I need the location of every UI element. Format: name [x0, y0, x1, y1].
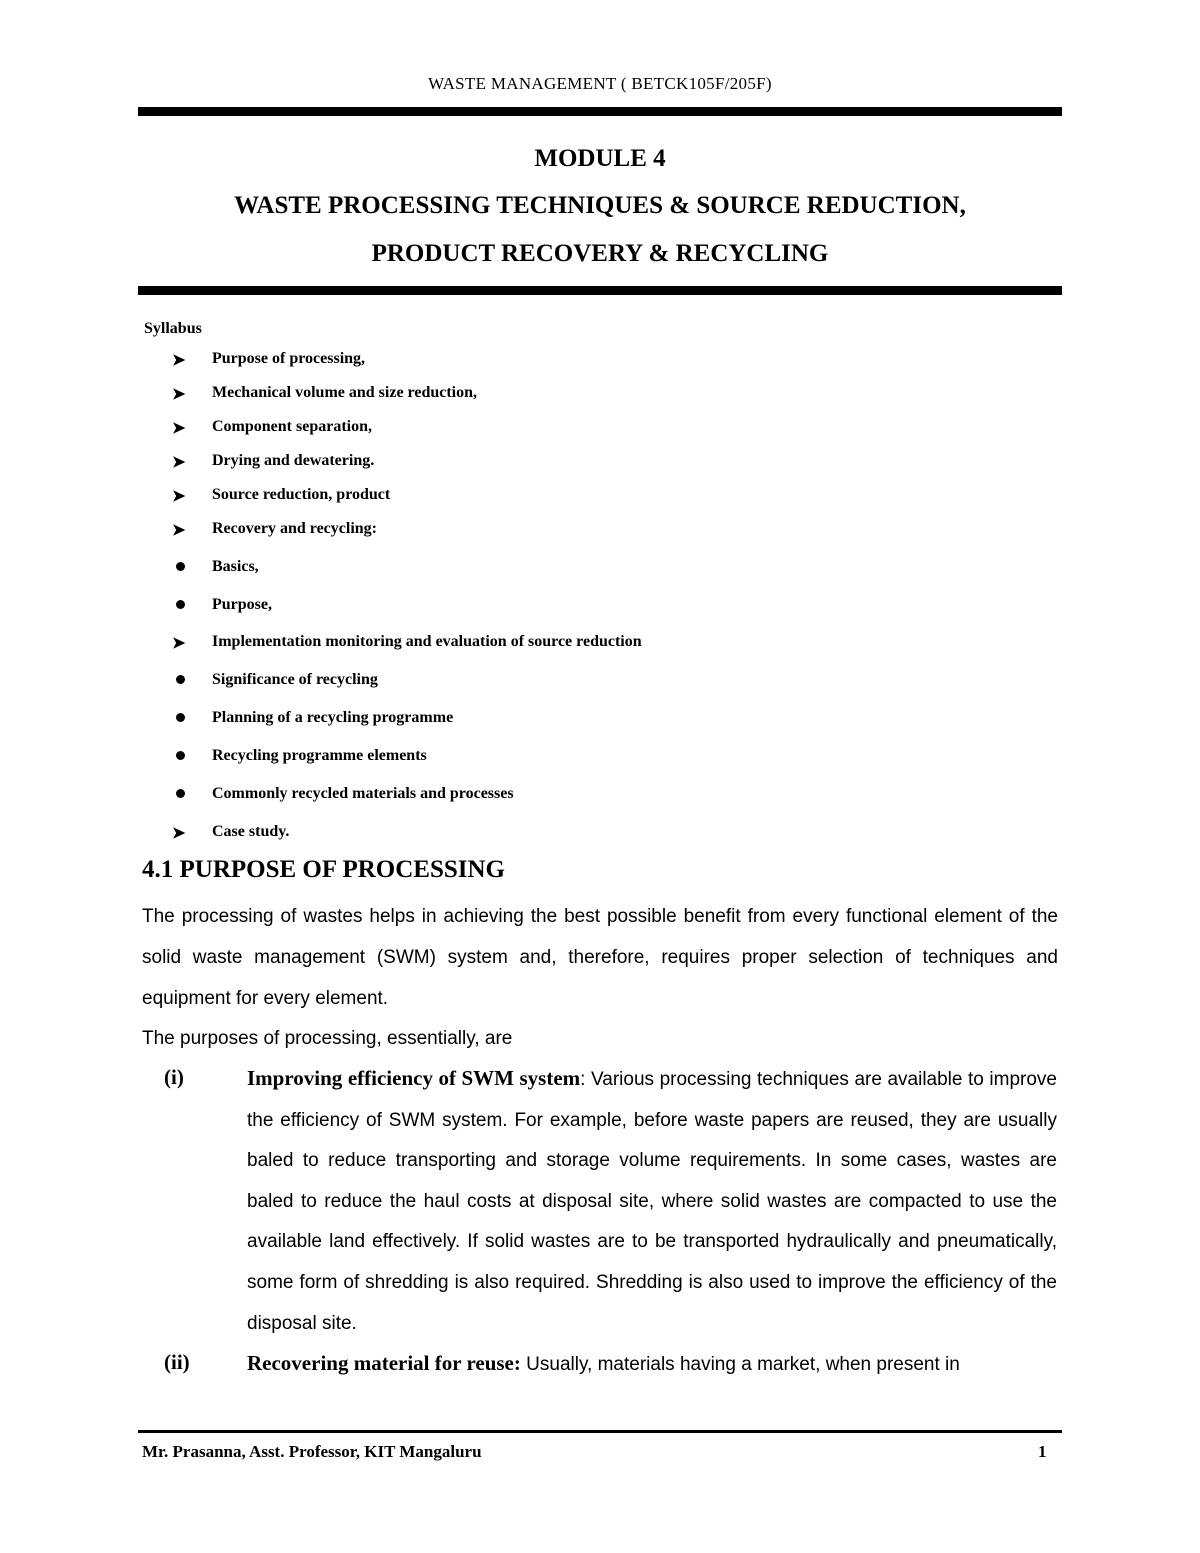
- running-header: WASTE MANAGEMENT ( BETCK105F/205F): [428, 74, 772, 93]
- syllabus-item: ➤ Recovery and recycling:: [172, 520, 377, 539]
- syllabus-item: ➤ Mechanical volume and size reduction,: [172, 384, 478, 403]
- round-bullet-icon: [176, 789, 185, 798]
- list-item-number: (i): [164, 1065, 184, 1089]
- section-paragraph-2: The purposes of processing, essentially, are: [142, 1028, 513, 1049]
- syllabus-item: ➤ Source reduction, product: [172, 486, 391, 505]
- round-bullet-icon: [176, 600, 185, 609]
- list-item-number: (ii): [164, 1350, 190, 1374]
- syllabus-label: Syllabus: [144, 320, 202, 337]
- list-item-text: : Various processing techniques are available to improve the efficiency of SWM system. For example, before waste papers are reused, they are usually baled to reduce transporting and storage volume requirements. In some cases, wastes are baled to reduce the haul costs at disposal site, where solid wastes are compacted to use the available land effectively. If solid wastes are to be transported hydraulically and pneumatically, some form of shredding is also required. Shredding is also used to improve the efficiency of the disposal site.: [247, 1069, 1057, 1334]
- round-bullet-icon: [176, 751, 185, 760]
- arrow-bullet-icon: ➤: [172, 522, 186, 539]
- header-rule: [138, 107, 1062, 116]
- list-item-lead: Recovering material for reuse:: [247, 1351, 521, 1375]
- arrow-bullet-icon: ➤: [172, 386, 186, 403]
- module-subtitle-line-2: PRODUCT RECOVERY & RECYCLING: [371, 240, 829, 267]
- footer-author: Mr. Prasanna, Asst. Professor, KIT Mangaluru: [142, 1442, 482, 1461]
- arrow-bullet-icon: ➤: [172, 420, 186, 437]
- syllabus-item: ➤ Drying and dewatering.: [172, 452, 375, 471]
- syllabus-item: Commonly recycled materials and processes: [172, 785, 642, 823]
- syllabus-item: Planning of a recycling programme: [172, 709, 642, 747]
- section-paragraph-1: The processing of wastes helps in achieving the best possible benefit from every functional element of the solid waste management (SWM) system and, therefore, requires proper selection of techniques and equipment for every element.: [142, 906, 1058, 1009]
- syllabus-item: ➤ Case study.: [172, 823, 290, 842]
- syllabus-list: [172, 350, 642, 857]
- list-item-body: [247, 1058, 1057, 1344]
- round-bullet-icon: [176, 562, 185, 571]
- syllabus-item: Recycling programme elements: [172, 747, 642, 785]
- page-number: 1: [1038, 1442, 1047, 1461]
- list-item-lead: Improving efficiency of SWM system: [247, 1066, 581, 1090]
- syllabus-item: Purpose,: [172, 596, 642, 633]
- module-subtitle-line-1: WASTE PROCESSING TECHNIQUES & SOURCE REDUCTION,: [234, 192, 966, 219]
- round-bullet-icon: [176, 713, 185, 722]
- syllabus-item: Basics,: [172, 558, 642, 596]
- title-rule: [138, 286, 1062, 295]
- list-item-body: [247, 1343, 1057, 1386]
- section-heading: 4.1 PURPOSE OF PROCESSING: [142, 856, 506, 883]
- arrow-bullet-icon: ➤: [172, 454, 186, 471]
- arrow-bullet-icon: ➤: [172, 635, 186, 652]
- round-bullet-icon: [176, 675, 185, 684]
- list-item-text: Usually, materials having a market, when present in: [520, 1354, 960, 1375]
- footer-rule: [138, 1430, 1062, 1433]
- syllabus-item: Significance of recycling: [172, 671, 642, 709]
- syllabus-item: ➤ Purpose of processing,: [172, 350, 366, 369]
- arrow-bullet-icon: ➤: [172, 488, 186, 505]
- syllabus-item: ➤ Implementation monitoring and evaluation of source reduction: [172, 633, 642, 652]
- arrow-bullet-icon: ➤: [172, 352, 186, 369]
- syllabus-item: ➤ Component separation,: [172, 418, 373, 437]
- arrow-bullet-icon: ➤: [172, 825, 186, 842]
- module-title: MODULE 4: [534, 145, 666, 172]
